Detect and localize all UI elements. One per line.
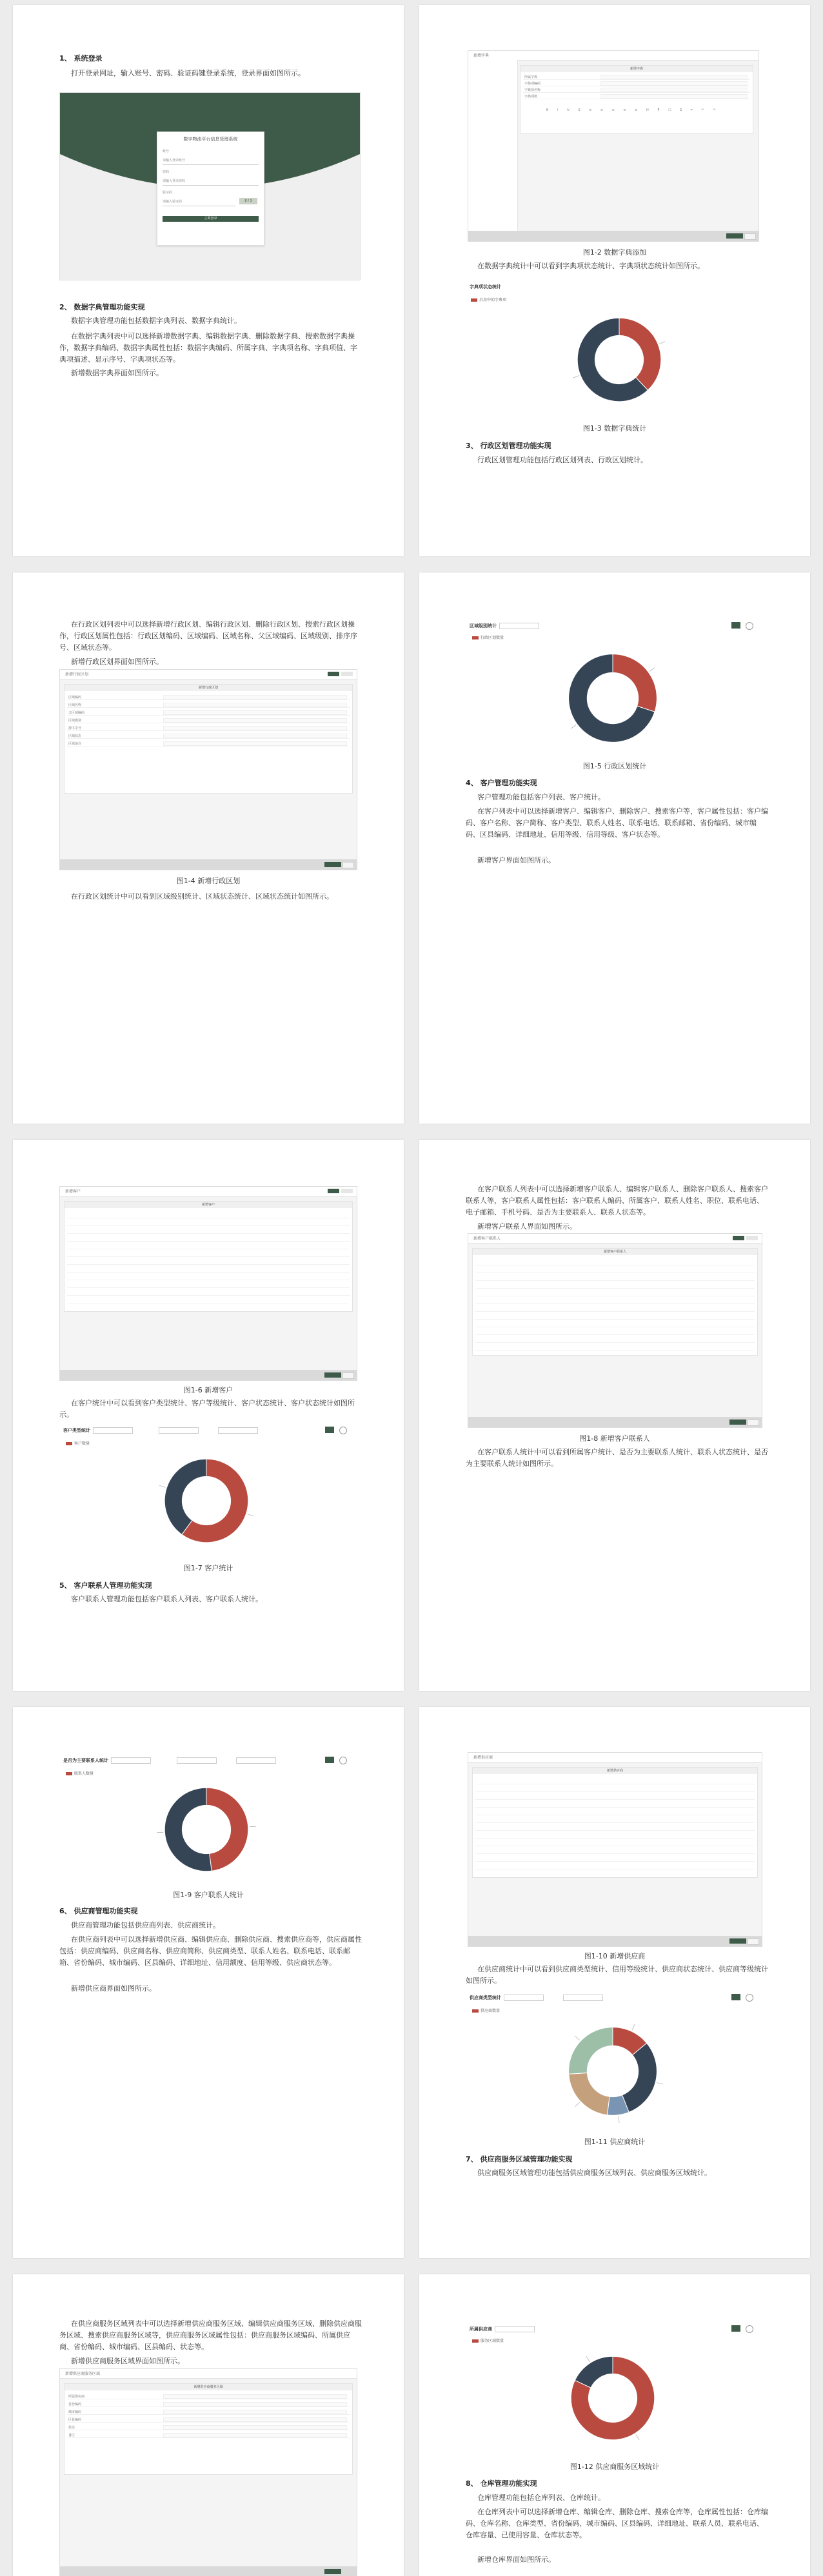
contact-form-screenshot [468, 1233, 762, 1428]
doc-page-3 [13, 572, 404, 1124]
pie-chart-4 [142, 1771, 271, 1888]
pie-chart-1 [555, 302, 684, 418]
field-input[interactable] [600, 94, 748, 99]
slice-leader-line [571, 725, 576, 728]
field-label: 字典项名称 [524, 88, 541, 92]
field-input[interactable] [163, 734, 347, 738]
paragraph: 在数据字典统计中可以看到字典项状态统计、字典项状态统计如图所示。 [477, 262, 704, 270]
slice-leader-line [159, 1485, 166, 1487]
field-label: 状态 [68, 2426, 75, 2430]
contact-form [472, 1248, 758, 1356]
form-header: 新增客户联系人 [473, 1249, 757, 1255]
field-input[interactable] [163, 2417, 347, 2422]
field-input[interactable] [163, 710, 347, 715]
dict-form-screenshot [468, 50, 759, 242]
form-header: 新增字典 [521, 66, 753, 72]
section-heading: 8、 仓库管理功能实现 [466, 2479, 537, 2488]
slice-leader-line [248, 1514, 254, 1516]
password-input[interactable]: 请输入登录密码 [163, 179, 259, 186]
save-button[interactable] [729, 1938, 746, 1944]
paragraph: 新增仓库界面如图所示。 [477, 2555, 555, 2564]
window-title: 新增客户 [65, 1189, 81, 1194]
stat-filter-bar: 客户类型统计 [63, 1427, 258, 1434]
pie-slice[interactable] [613, 654, 657, 712]
login-title: 数字物流平台信息管理系统 [183, 137, 238, 142]
doc-page-7 [13, 1707, 404, 2258]
paragraph: 新增客户联系人界面如图所示。 [477, 1222, 577, 1231]
paragraph: 供应商管理功能包括供应商列表、供应商统计。 [71, 1921, 220, 1929]
close-button[interactable] [744, 233, 756, 240]
pie-chart-2 [548, 637, 677, 759]
section-heading: 2、 数据字典管理功能实现 [59, 303, 145, 311]
paragraph: 新增客户界面如图所示。 [477, 856, 555, 864]
side-panel [468, 60, 518, 231]
field-input[interactable] [163, 2394, 347, 2399]
field-input[interactable] [163, 741, 347, 746]
pie-chart-6 [548, 2340, 677, 2456]
paragraph: 新增行政区划界面如图所示。 [71, 658, 163, 666]
field-input[interactable] [163, 703, 347, 707]
slice-leader-line [250, 1826, 256, 1827]
form-fields[interactable] [475, 1777, 755, 1873]
save-button[interactable] [324, 1372, 341, 1378]
paragraph: 在行政区划列表中可以选择新增行政区划、编辑行政区划、删除行政区划、搜索行政区划操作，行政区划属性包括：行政区划编码、区域编码、区域名称、父区域编码、区域级别、排序序号、区域状态等。 [59, 620, 357, 652]
close-button[interactable] [342, 1372, 354, 1379]
slice-leader-line [659, 342, 665, 344]
save-button[interactable] [324, 2569, 341, 2574]
field-label: 备注 [68, 2434, 75, 2437]
chart-legend: 行政区划数量 [472, 634, 504, 640]
field-label: 父区域编码 [68, 711, 85, 715]
section-heading: 6、 供应商管理功能实现 [59, 1907, 138, 1915]
field-label: 区域编码 [68, 696, 82, 699]
doc-page-8 [419, 1707, 810, 2258]
paragraph: 在供应商列表中可以选择新增供应商、编辑供应商、删除供应商、搜索供应商等，供应商属性包括：供应商编码、供应商名称、供应商简称、供应商类型、联系人姓名、联系电话、联系邮箱、省份编码、城市编码、区县编码、详细地址、信用额度、信用等级、供应商状态等。 [59, 1935, 362, 1967]
captcha-input[interactable]: 请输入验证码 [163, 199, 235, 206]
region-form [64, 684, 353, 794]
slice-leader-line [575, 2036, 579, 2040]
slice-leader-line [632, 2024, 635, 2030]
slice-leader-line [649, 668, 655, 672]
stat-filter-bar: 是否为主要联系人统计 [63, 1757, 276, 1764]
field-input[interactable] [163, 2433, 347, 2437]
window-title: 新增供应商服务区域 [65, 2372, 101, 2376]
field-label: 省份编码 [68, 2403, 82, 2406]
service-area-form [64, 2383, 353, 2475]
stat-filter-bar: 供应商类型统计 [470, 1995, 603, 2001]
login-screenshot [59, 92, 361, 280]
dict-form [520, 65, 753, 134]
pie-slice[interactable] [575, 2356, 613, 2388]
region-form-screenshot [59, 669, 357, 870]
slice-leader-line [575, 2102, 579, 2107]
field-label: 字典项编码 [524, 82, 541, 86]
paragraph: 在客户联系人统计中可以看到所属客户统计、是否为主要联系人统计、联系人状态统计、是否为主要联系人统计如图所示。 [466, 1448, 768, 1468]
stat-filter-bar: 所属供应商 [470, 2326, 535, 2332]
paragraph: 客户管理功能包括客户列表、客户统计。 [477, 793, 605, 801]
field-input[interactable] [600, 88, 748, 92]
captcha-image[interactable]: 8 f 3 [239, 198, 257, 204]
field-input[interactable] [163, 695, 347, 699]
section-heading: 5、 客户联系人管理功能实现 [59, 1581, 152, 1590]
section-heading: 1、 系统登录 [59, 54, 103, 63]
stat-filter-bar: 区域级别统计 [470, 623, 539, 629]
slice-leader-line [586, 2356, 590, 2361]
pie-slice[interactable] [569, 2073, 610, 2114]
chart-legend: 客户数量 [66, 1440, 90, 1446]
captcha-label: 验证码 [163, 191, 173, 195]
paragraph: 在供应商统计中可以看到供应商类型统计、信用等级统计、供应商状态统计、供应商等级统计如图所示。 [466, 1965, 768, 1985]
field-input[interactable] [163, 2425, 347, 2430]
chart-legend: 启用中的字典项 [471, 297, 506, 302]
search-button[interactable] [325, 1757, 334, 1763]
doc-page-1 [13, 5, 404, 556]
refresh-icon[interactable] [339, 1427, 347, 1434]
field-label: 区域状态 [68, 734, 82, 738]
doc-page-6 [419, 1140, 810, 1691]
pie-slice[interactable] [164, 1788, 212, 1871]
pie-slice[interactable] [206, 1788, 248, 1871]
close-button[interactable] [748, 1938, 759, 1945]
paragraph: 在供应商服务区域列表中可以选择新增供应商服务区域、编辑供应商服务区域、删除供应商服务区域、搜索供应商服务区域等，供应商服务区域属性包括：供应商服务区域编码、所属供应商、省份编码、城市编码、区县编码、状态等。 [59, 2319, 362, 2351]
refresh-icon[interactable] [339, 1757, 347, 1764]
pie-slice[interactable] [164, 1459, 206, 1534]
form-fields[interactable] [67, 1211, 350, 1307]
chart-legend: 供应商数量 [472, 2007, 500, 2013]
account-label: 账号 [163, 150, 170, 153]
section-heading: 4、 客户管理功能实现 [466, 779, 537, 787]
service-area-form-screenshot [59, 2368, 357, 2576]
field-input[interactable] [163, 2410, 347, 2414]
paragraph: 新增供应商服务区域界面如图所示。 [71, 2357, 184, 2365]
form-header: 新增客户 [64, 1202, 352, 1208]
paragraph: 客户联系人管理功能包括客户联系人列表、客户联系人统计。 [71, 1595, 263, 1603]
slice-leader-line [157, 1832, 163, 1833]
filter-select[interactable] [499, 623, 539, 629]
paragraph: 在客户统计中可以看到客户类型统计、客户等级统计、客户状态统计、客户状态统计如图所示。 [59, 1399, 355, 1419]
figure-caption: 图1-7 客户统计 [183, 1564, 233, 1572]
doc-page-5 [13, 1140, 404, 1691]
pie-slice[interactable] [622, 2043, 657, 2112]
field-label: 所属字典 [524, 75, 538, 79]
editor-toolbar[interactable]: B I U S ≡ ≡ ≡ ≡ ≡ H ¶ ☐ ⌸ ⌗ ↶ ↷ [546, 108, 720, 112]
save-button[interactable] [729, 1420, 746, 1425]
paragraph: 仓库管理功能包括仓库列表、仓库统计。 [477, 2493, 605, 2502]
paragraph: 新增数据字典界面如图所示。 [71, 369, 163, 377]
field-label: 区域级别 [68, 719, 82, 723]
refresh-icon[interactable] [746, 1994, 753, 2002]
field-label: 区域名称 [68, 703, 82, 707]
window-title: 新增客户联系人 [473, 1236, 501, 1241]
field-input[interactable] [600, 81, 748, 86]
figure-caption: 图1-4 新增行政区划 [176, 877, 241, 885]
slice-leader-line [657, 2083, 663, 2084]
doc-page-10 [419, 2274, 810, 2576]
paragraph: 供应商服务区域管理功能包括供应商服务区域列表、供应商服务区域统计。 [477, 2169, 711, 2177]
window-title: 新增字典 [473, 54, 490, 58]
close-button[interactable] [748, 1420, 759, 1426]
customer-form-screenshot [59, 1186, 357, 1381]
paragraph: 新增供应商界面如图所示。 [71, 1984, 156, 1993]
stat-title: 字典项状态统计 [470, 284, 501, 289]
field-input[interactable] [600, 75, 748, 79]
account-input[interactable]: 请输入登录账号 [163, 158, 259, 165]
figure-caption: 图1-9 客户联系人统计 [173, 1891, 244, 1899]
pie-slice[interactable] [619, 318, 661, 390]
paragraph: 数据字典管理功能包括数据字典列表、数据字典统计。 [71, 317, 241, 325]
section-heading: 3、 行政区划管理功能实现 [466, 442, 551, 450]
search-button[interactable] [325, 1427, 334, 1433]
chart-legend: 联系人数量 [66, 1770, 94, 1776]
figure-caption: 图1-3 数据字典统计 [582, 424, 647, 433]
form-header: 新增供应商服务区域 [64, 2384, 352, 2390]
paragraph: 在行政区划统计中可以看到区域级别统计、区域状态统计、区域状态统计如图所示。 [71, 892, 333, 901]
doc-page-4 [419, 572, 810, 1124]
window-title: 新增供应商 [473, 1755, 493, 1760]
section-heading: 7、 供应商服务区域管理功能实现 [466, 2155, 573, 2163]
customer-form [64, 1201, 353, 1312]
paragraph: 在数据字典列表中可以选择新增数据字典、编辑数据字典、删除数据字典、搜索数据字典操作，数据字典编码、数据字典属性包括：数据字典编码、所属字典、字典项名称、字典项值、字典项描述、显示序号、字典项状态等。 [59, 332, 357, 364]
paragraph: 在仓库列表中可以选择新增仓库、编辑仓库、删除仓库、搜索仓库等，仓库属性包括：仓库编码、仓库名称、仓库类型、省份编码、城市编码、区县编码、详细地址、联系人员、联系电话、仓库容量、已使用容量、仓库状态等。 [466, 2508, 768, 2539]
doc-page-2 [419, 5, 810, 556]
field-label: 区县编码 [68, 2418, 82, 2422]
search-button[interactable] [731, 622, 740, 629]
paragraph: 在客户列表中可以选择新增客户、编辑客户、删除客户、搜索客户等，客户属性包括：客户编码、客户名称、客户简称、客户类型、联系人姓名、联系电话、联系邮箱、省份编码、城市编码、区县编码、详细地址、信用等级、信用等级、客户状态等。 [466, 807, 768, 839]
refresh-icon[interactable] [746, 622, 753, 630]
window-title: 新增行政区划 [65, 672, 89, 677]
save-button[interactable] [726, 233, 743, 239]
field-label: 城市编码 [68, 2410, 82, 2414]
figure-caption: 图1-10 新增供应商 [584, 1952, 646, 1960]
paragraph: 在客户联系人列表中可以选择新增客户联系人、编辑客户联系人、删除客户联系人、搜索客户联系人等，客户联系人属性包括：客户联系人编码、所属客户、联系人姓名、职位、联系电话、电子邮箱、手机号码、是否为主要联系人、联系人状态等。 [466, 1185, 768, 1216]
figure-caption: 图1-6 新增客户 [183, 1386, 233, 1394]
form-header: 新增行政区划 [64, 685, 352, 691]
figure-caption: 图1-2 数据字典添加 [582, 248, 647, 257]
password-label: 密码 [163, 170, 170, 174]
paragraph: 打开登录网址，输入账号、密码、验证码键登录系统，登录界面如图所示。 [71, 69, 305, 77]
field-label: 字典项值 [524, 95, 538, 99]
field-input[interactable] [163, 718, 347, 723]
login-button[interactable]: 立即登录 [163, 216, 259, 222]
supplier-form [472, 1767, 758, 1878]
field-input[interactable] [163, 726, 347, 730]
save-button[interactable] [324, 862, 341, 867]
pie-chart-3 [142, 1443, 271, 1559]
pie-chart-5 [542, 2010, 684, 2132]
search-button[interactable] [731, 1994, 740, 2000]
search-button[interactable] [731, 2325, 740, 2332]
figure-caption: 图1-5 行政区划统计 [582, 762, 647, 770]
login-card [157, 132, 264, 246]
refresh-icon[interactable] [746, 2325, 753, 2333]
paragraph: 行政区划管理功能包括行政区划列表、行政区划统计。 [477, 456, 648, 464]
form-fields[interactable] [475, 1258, 755, 1352]
close-button[interactable] [342, 862, 354, 868]
field-label: 排序序号 [68, 727, 82, 730]
filter-select[interactable] [495, 2326, 535, 2332]
field-input[interactable] [163, 2402, 347, 2406]
supplier-form-screenshot [468, 1752, 762, 1947]
pie-slice[interactable] [569, 2027, 613, 2074]
slice-leader-line [636, 2434, 639, 2439]
field-label: 区域备注 [68, 742, 82, 746]
field-label: 所属供应商 [68, 2395, 85, 2399]
doc-page-9 [13, 2274, 404, 2576]
figure-caption: 图1-11 供应商统计 [584, 2138, 646, 2146]
figure-caption: 图1-8 新增客户联系人 [579, 1434, 650, 1443]
form-header: 新增供应商 [473, 1768, 757, 1774]
slice-leader-line [573, 376, 579, 378]
chart-legend: 服务区域数量 [472, 2337, 504, 2343]
figure-caption: 图1-12 供应商服务区域统计 [570, 2463, 660, 2471]
